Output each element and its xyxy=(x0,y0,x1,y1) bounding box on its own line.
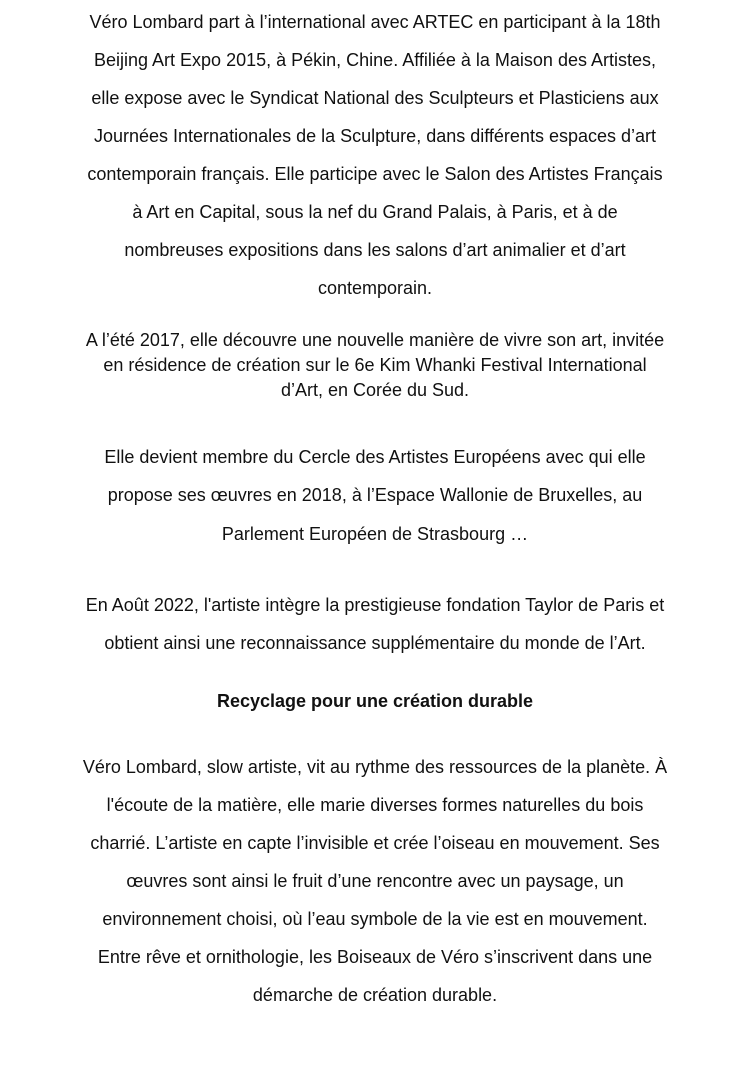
text-line: Véro Lombard, slow artiste, vit au rythme des ressources de la planète. À xyxy=(82,757,668,777)
text-line: contemporain. xyxy=(317,278,433,298)
text-line: charrié. L’artiste en capte l’invisible et crée l’oiseau en mouvement. Ses xyxy=(90,833,660,853)
text-line: environnement choisi, où l’eau symbole de la vie est en mouvement. xyxy=(102,909,648,929)
text-line: Entre rêve et ornithologie, les Boiseaux de Véro s’inscrivent dans une xyxy=(97,947,653,967)
text-line: obtient ainsi une reconnaissance supplémentaire du monde de l’Art. xyxy=(104,633,646,653)
text-line: En Août 2022, l'artiste intègre la prestigieuse fondation Taylor de Paris et xyxy=(85,595,665,615)
text-line: l'écoute de la matière, elle marie diverses formes naturelles du bois xyxy=(106,795,644,815)
text-line: Elle devient membre du Cercle des Artistes Européens avec qui elle xyxy=(104,447,646,467)
text-line: Véro Lombard part à l’international avec ARTEC en participant à la 18th xyxy=(89,12,661,32)
text-line: d’Art, en Corée du Sud. xyxy=(280,380,470,400)
text-line: nombreuses expositions dans les salons d’art animalier et d’art xyxy=(124,240,626,260)
text-line: elle expose avec le Syndicat National des Sculpteurs et Plasticiens aux xyxy=(91,88,659,108)
text-line: œuvres sont ainsi le fruit d’une rencontre avec un paysage, un xyxy=(126,871,624,891)
text-line: Journées Internationales de la Sculpture, dans différents espaces d’art xyxy=(93,126,657,146)
text-line: à Art en Capital, sous la nef du Grand Palais, à Paris, et à de xyxy=(132,202,618,222)
text-line: contemporain français. Elle participe avec le Salon des Artistes Français xyxy=(87,164,663,184)
text-line: en résidence de création sur le 6e Kim Whanki Festival International xyxy=(103,355,647,375)
text-line: démarche de création durable. xyxy=(252,985,498,1005)
text-line: A l’été 2017, elle découvre une nouvelle manière de vivre son art, invitée xyxy=(85,330,665,350)
section-heading: Recyclage pour une création durable xyxy=(216,691,534,711)
text-line: propose ses œuvres en 2018, à l’Espace Wallonie de Bruxelles, au xyxy=(107,485,643,505)
text-line: Parlement Européen de Strasbourg … xyxy=(221,524,529,544)
text-line: Beijing Art Expo 2015, à Pékin, Chine. Affiliée à la Maison des Artistes, xyxy=(94,50,656,70)
